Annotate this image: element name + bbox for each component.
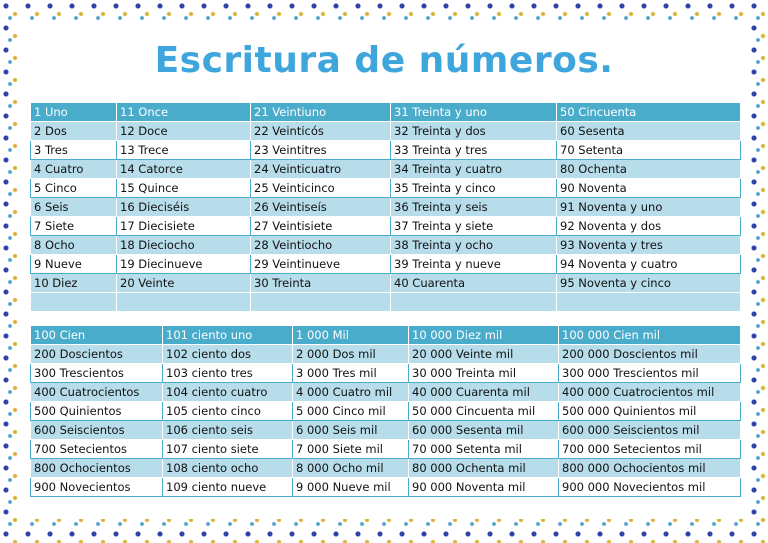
- table-cell: 15 Quince: [117, 179, 251, 198]
- table-cell: 5 Cinco: [31, 179, 117, 198]
- table-cell: 30 Treinta: [251, 274, 391, 293]
- table-cell: 109 ciento nueve: [163, 478, 293, 497]
- header-cell: 1 000 Mil: [293, 326, 409, 345]
- table-cell: 700 000 Setecientos mil: [559, 440, 741, 459]
- table-cell: 200 000 Doscientos mil: [559, 345, 741, 364]
- table-cell: 40 Cuarenta: [391, 274, 557, 293]
- table-cell: 18 Dieciocho: [117, 236, 251, 255]
- table-row: [31, 440, 741, 459]
- table-cell: 93 Noventa y tres: [557, 236, 741, 255]
- table-header-row: [31, 103, 741, 122]
- table-cell: 4 000 Cuatro mil: [293, 383, 409, 402]
- table-cell: 400 Cuatrocientos: [31, 383, 163, 402]
- table-cell: 23 Veintitres: [251, 141, 391, 160]
- table-cell: 900 Novecientos: [31, 478, 163, 497]
- table-cell: 94 Noventa y cuatro: [557, 255, 741, 274]
- table-cell: 36 Treinta y seis: [391, 198, 557, 217]
- table-cell: 20 000 Veinte mil: [409, 345, 559, 364]
- table-cell: 95 Noventa y cinco: [557, 274, 741, 293]
- table-cell: 90 Noventa: [557, 179, 741, 198]
- table-cell: 400 000 Cuatrocientos mil: [559, 383, 741, 402]
- table-cell: 90 000 Noventa mil: [409, 478, 559, 497]
- table-cell: 38 Treinta y ocho: [391, 236, 557, 255]
- table-cell: 37 Treinta y siete: [391, 217, 557, 236]
- table-cell: 33 Treinta y tres: [391, 141, 557, 160]
- table-cell: 900 000 Novecientos mil: [559, 478, 741, 497]
- table-cell: 8 000 Ocho mil: [293, 459, 409, 478]
- table-row: [31, 293, 741, 312]
- table-cell: 80 Ochenta: [557, 160, 741, 179]
- table-cell: 80 000 Ochenta mil: [409, 459, 559, 478]
- table-row: [31, 141, 741, 160]
- table-cell: 91 Noventa y uno: [557, 198, 741, 217]
- table-cell: 6 Seis: [31, 198, 117, 217]
- table-row: [31, 364, 741, 383]
- table-cell: 105 ciento cinco: [163, 402, 293, 421]
- table-cell: 9 Nueve: [31, 255, 117, 274]
- table-cell: 700 Setecientos: [31, 440, 163, 459]
- table-cell: 70 000 Setenta mil: [409, 440, 559, 459]
- table-cell: 34 Treinta y cuatro: [391, 160, 557, 179]
- header-cell: 100 Cien: [31, 326, 163, 345]
- header-cell: 101 ciento uno: [163, 326, 293, 345]
- table-cell: 13 Trece: [117, 141, 251, 160]
- table-cell: 60 000 Sesenta mil: [409, 421, 559, 440]
- table-row: [31, 217, 741, 236]
- table-cell: 14 Catorce: [117, 160, 251, 179]
- table-row: [31, 179, 741, 198]
- table-cell: 500 000 Quinientos mil: [559, 402, 741, 421]
- table-row: [31, 345, 741, 364]
- table-cell: 19 Diecinueve: [117, 255, 251, 274]
- table-cell: 25 Veinticinco: [251, 179, 391, 198]
- numbers-table-1-to-95: [30, 102, 741, 312]
- table-row: [31, 236, 741, 255]
- table-cell: 300 Trescientos: [31, 364, 163, 383]
- table-cell: 600 000 Seiscientos mil: [559, 421, 741, 440]
- table-cell: 70 Setenta: [557, 141, 741, 160]
- table-cell: 17 Diecisiete: [117, 217, 251, 236]
- table-row: [31, 402, 741, 421]
- table-cell: 7 Siete: [31, 217, 117, 236]
- table-header-row: [31, 326, 741, 345]
- table-cell: [117, 293, 251, 312]
- table-cell: 102 ciento dos: [163, 345, 293, 364]
- header-cell: 100 000 Cien mil: [559, 326, 741, 345]
- header-cell: 11 Once: [117, 103, 251, 122]
- table-cell: 200 Doscientos: [31, 345, 163, 364]
- table-cell: 800 Ochocientos: [31, 459, 163, 478]
- table-cell: [391, 293, 557, 312]
- table-cell: 106 ciento seis: [163, 421, 293, 440]
- table-cell: 4 Cuatro: [31, 160, 117, 179]
- table-cell: 8 Ocho: [31, 236, 117, 255]
- table-row: [31, 122, 741, 141]
- table-cell: 20 Veinte: [117, 274, 251, 293]
- table-row: [31, 478, 741, 497]
- header-cell: 50 Cincuenta: [557, 103, 741, 122]
- table-cell: 32 Treinta y dos: [391, 122, 557, 141]
- table-cell: 29 Veintinueve: [251, 255, 391, 274]
- table-cell: 60 Sesenta: [557, 122, 741, 141]
- table-cell: 2 Dos: [31, 122, 117, 141]
- header-cell: 1 Uno: [31, 103, 117, 122]
- table-cell: [251, 293, 391, 312]
- table-cell: 10 Diez: [31, 274, 117, 293]
- table-cell: 24 Veinticuatro: [251, 160, 391, 179]
- table-cell: 35 Treinta y cinco: [391, 179, 557, 198]
- table-row: [31, 274, 741, 293]
- table-cell: 300 000 Trescientos mil: [559, 364, 741, 383]
- table-cell: 27 Veintisiete: [251, 217, 391, 236]
- table-row: [31, 421, 741, 440]
- table-row: [31, 160, 741, 179]
- table-row: [31, 383, 741, 402]
- table-cell: 108 ciento ocho: [163, 459, 293, 478]
- table-cell: [31, 293, 117, 312]
- table-row: [31, 255, 741, 274]
- table-cell: 107 ciento siete: [163, 440, 293, 459]
- table-cell: 6 000 Seis mil: [293, 421, 409, 440]
- table-cell: 22 Veinticós: [251, 122, 391, 141]
- table-cell: 7 000 Siete mil: [293, 440, 409, 459]
- table-cell: 104 ciento cuatro: [163, 383, 293, 402]
- table-cell: 50 000 Cincuenta mil: [409, 402, 559, 421]
- table-cell: 103 ciento tres: [163, 364, 293, 383]
- header-cell: 10 000 Diez mil: [409, 326, 559, 345]
- table-cell: 30 000 Treinta mil: [409, 364, 559, 383]
- table-cell: 12 Doce: [117, 122, 251, 141]
- table-cell: 40 000 Cuarenta mil: [409, 383, 559, 402]
- table-cell: 600 Seiscientos: [31, 421, 163, 440]
- table-cell: 28 Veintiocho: [251, 236, 391, 255]
- header-cell: 31 Treinta y uno: [391, 103, 557, 122]
- table-cell: 16 Dieciséis: [117, 198, 251, 217]
- table-row: [31, 198, 741, 217]
- table-cell: [557, 293, 741, 312]
- table-cell: 3 000 Tres mil: [293, 364, 409, 383]
- table-cell: 3 Tres: [31, 141, 117, 160]
- header-cell: 21 Veintiuno: [251, 103, 391, 122]
- table-cell: 800 000 Ochocientos mil: [559, 459, 741, 478]
- table-cell: 500 Quinientos: [31, 402, 163, 421]
- numbers-table-100-to-900000: [30, 325, 741, 497]
- table-row: [31, 459, 741, 478]
- table-cell: 26 Veintiseís: [251, 198, 391, 217]
- page-title: Escritura de números.: [154, 40, 614, 81]
- table-cell: 9 000 Nueve mil: [293, 478, 409, 497]
- table-cell: 92 Noventa y dos: [557, 217, 741, 236]
- table-cell: 39 Treinta y nueve: [391, 255, 557, 274]
- table-cell: 5 000 Cinco mil: [293, 402, 409, 421]
- table-cell: 2 000 Dos mil: [293, 345, 409, 364]
